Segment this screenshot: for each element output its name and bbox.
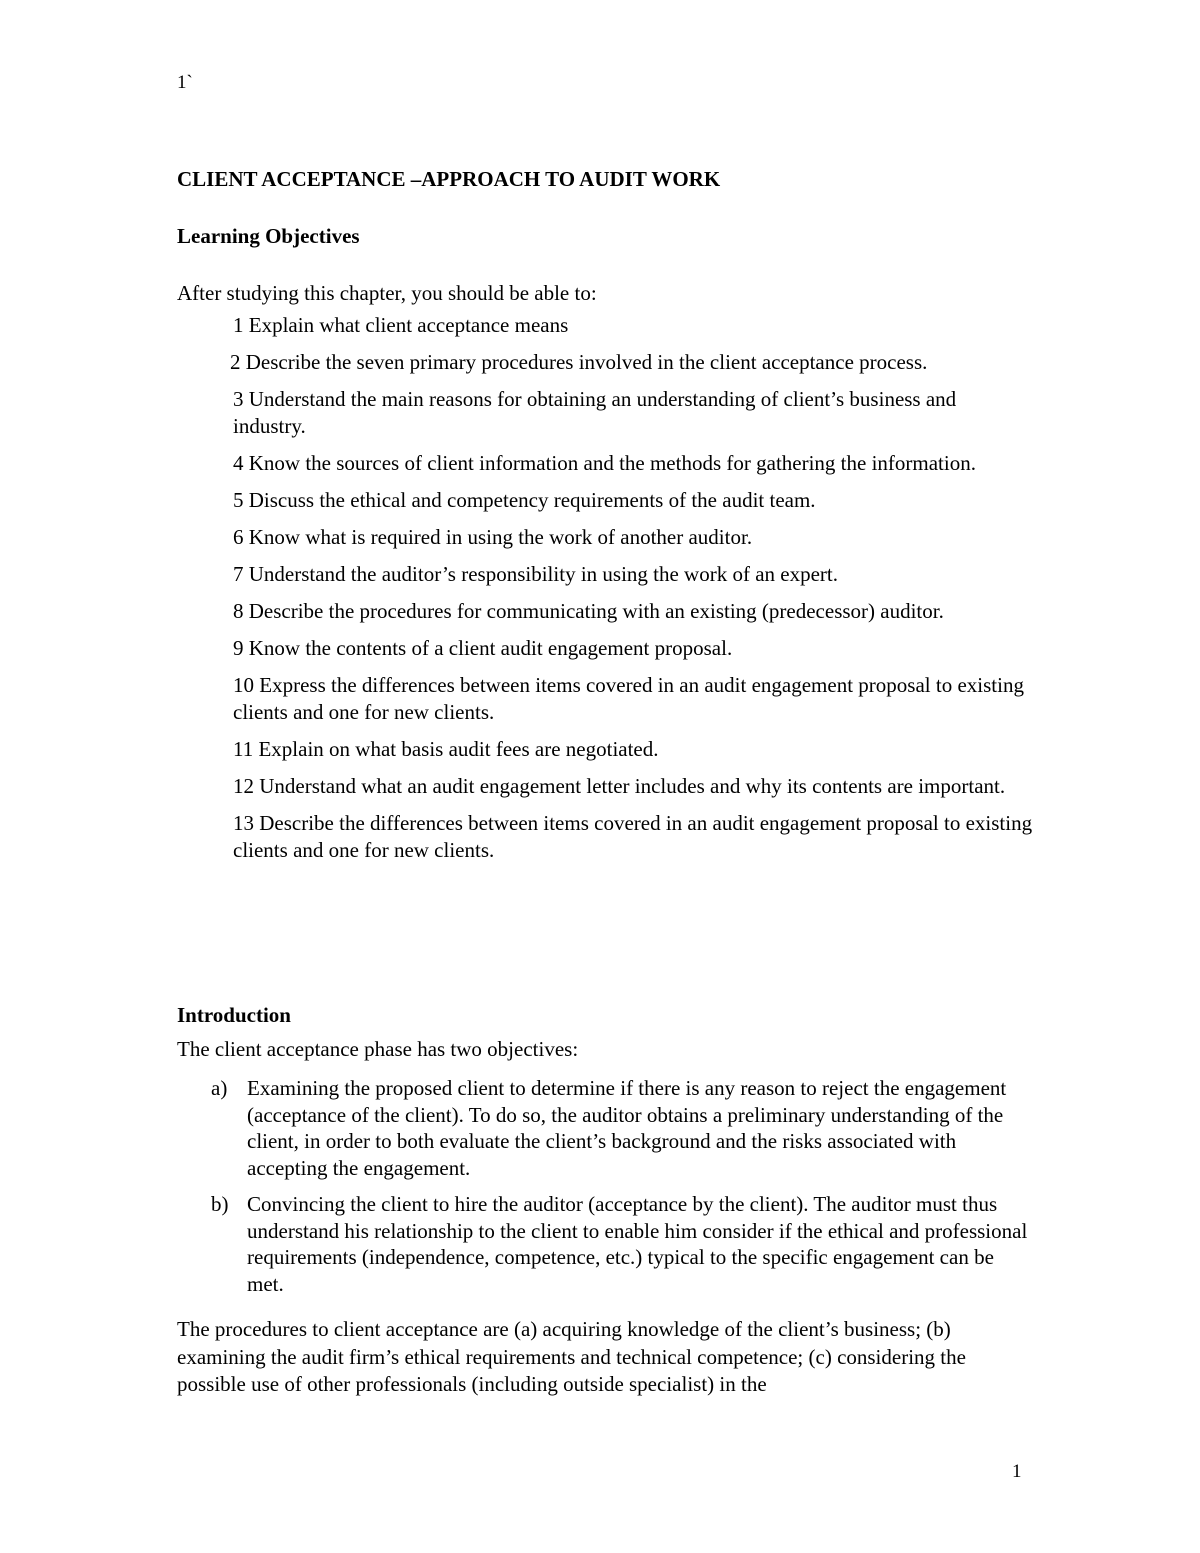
objectives-heading: Learning Objectives [177,224,360,248]
objective-item: 11 Explain on what basis audit fees are negotiated. [233,737,659,761]
introduction-heading: Introduction [177,1003,291,1027]
list-marker: a) [211,1076,228,1100]
objective-item: 12 Understand what an audit engagement letter includes and why its contents are important. [233,774,1006,798]
objective-item: 3 Understand the main reasons for obtaining an understanding of client’s business and industry. [233,387,957,438]
header-mark: 1` [177,72,193,93]
objective-item: 4 Know the sources of client information and the methods for gathering the information. [233,451,976,475]
objectives-list [230,312,1033,874]
list-marker: b) [211,1192,229,1216]
introduction-lead: The client acceptance phase has two objectives: [177,1037,579,1061]
objective-item: 1 Explain what client acceptance means [233,313,569,337]
alpha-list-item [211,1191,1031,1297]
objective-item: 7 Understand the auditor’s responsibility in using the work of an expert. [233,562,839,586]
objective-item: 10 Express the differences between items covered in an audit engagement proposal to existing clients and one for new clients. [233,673,1024,724]
objectives-alpha-list [211,1075,1031,1307]
objective-item: 2 Describe the seven primary procedures involved in the client acceptance process. [230,350,928,374]
alpha-list-item [211,1075,1031,1181]
objectives-intro: After studying this chapter, you should be able to: [177,281,597,305]
list-item-text: Examining the proposed client to determine if there is any reason to reject the engagement (acceptance of the client). To do so, the auditor obtains a preliminary understanding of the client, in order to both evaluate the client’s background and the risks associated with accepting the engagement. [247,1076,1007,1180]
objective-item: 6 Know what is required in using the work of another auditor. [233,525,753,549]
page-title: CLIENT ACCEPTANCE –APPROACH TO AUDIT WORK [177,167,721,191]
objective-item: 8 Describe the procedures for communicating with an existing (predecessor) auditor. [233,599,944,623]
objective-item: 9 Know the contents of a client audit engagement proposal. [233,636,733,660]
objective-item: 5 Discuss the ethical and competency requirements of the audit team. [233,488,816,512]
page-number: 1 [1012,1461,1022,1482]
objective-item: 13 Describe the differences between items covered in an audit engagement proposal to existing clients and one for new clients. [233,811,1033,862]
procedures-paragraph: The procedures to client acceptance are (a) acquiring knowledge of the client’s business; (b) examining the audit firm’s ethical requirements and technical competence; (c) considering the possible use of other professionals (including outside specialist) in the [177,1317,966,1396]
list-item-text: Convincing the client to hire the auditor (acceptance by the client). The auditor must thus understand his relationship to the client to enable him consider if the ethical and professional requirements (independence, competence, etc.) typical to the specific engagement can be met. [247,1192,1028,1296]
